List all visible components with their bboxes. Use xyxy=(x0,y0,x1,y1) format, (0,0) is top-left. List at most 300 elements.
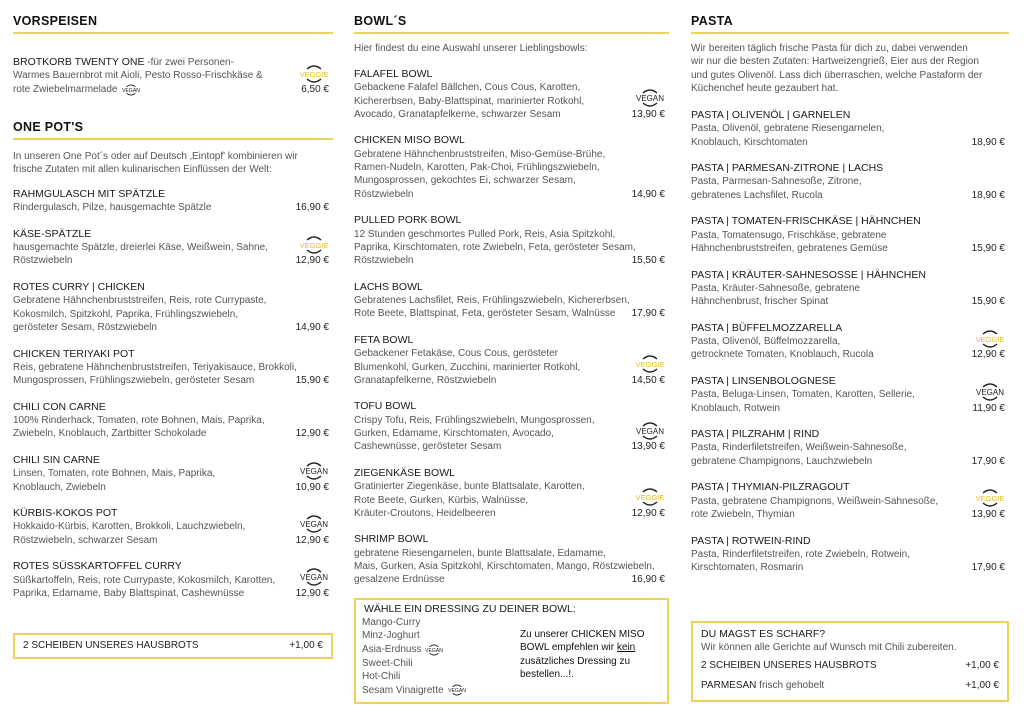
dressing-option-label: Asia-Erdnuss xyxy=(362,643,422,655)
item-description-text: Röstzwiebeln, schwarzer Sesam xyxy=(13,534,158,546)
item-description-line xyxy=(691,136,1009,149)
dressing-option xyxy=(362,657,512,670)
item-title xyxy=(691,322,1009,335)
item-description-line xyxy=(13,361,333,374)
item-description-text: 100% Rinderhack, Tomaten, rote Bohnen, Mais, Paprika, xyxy=(13,415,265,427)
extras-row xyxy=(701,680,999,691)
hausbrot-label: 2 SCHEIBEN UNSERES HAUSBROTS xyxy=(23,640,199,651)
item-description-text: Pasta, Beluga-Linsen, Tomaten, Karotten, Sellerie, xyxy=(691,389,915,401)
item-description-text: Röstzwiebeln xyxy=(354,255,414,267)
item-description-text: Mungosprossen, gekochtes Ei, schwarzer Sesam, xyxy=(354,175,576,187)
svg-text:VEGAN: VEGAN xyxy=(635,426,665,436)
dressing-note-text: Zu unserer CHICKEN MISO BOWL empfehlen wir xyxy=(520,629,645,654)
item-description-text: Gebackener Fetakäse, Cous Cous, gerösteter xyxy=(354,348,558,360)
item-description-text: Knoblauch, Zwiebeln xyxy=(13,481,106,493)
one-pots-intro xyxy=(13,150,333,177)
menu-item xyxy=(13,560,333,600)
item-description-line xyxy=(354,573,669,586)
item-description-text: Mais, Gurken, Asia Spitzkohl, Kirschtomaten, Mango, Röstzwiebeln, xyxy=(354,560,655,572)
item-description-text: 12 Stunden geschmortes Pulled Pork, Reis, Asia Spitzkohl, xyxy=(354,228,616,240)
menu-item xyxy=(13,228,333,268)
item-description-text: Kokosmilch, Spitzkohl, Paprika, Frühlingszwiebeln, xyxy=(13,308,239,320)
item-name: CHICKEN TERIYAKI POT xyxy=(13,347,135,360)
intro-line: Küchenchef heute gezaubert hat. xyxy=(691,82,839,94)
column-left xyxy=(13,0,333,726)
item-description-text: gebratene Riesengarnelen, bunte Blattsalate, Edamame, xyxy=(354,547,606,559)
item-price: 12,90 € xyxy=(295,255,329,267)
item-description-text: Ramen-Nudeln, Karotten, Pak-Choi, Frühlingszwiebeln, xyxy=(354,162,600,174)
item-description-line xyxy=(13,427,333,440)
item-description-line xyxy=(13,83,333,97)
menu-item xyxy=(13,454,333,494)
dressing-note-text-end: zusätzliches Dressing zu bestellen...!. xyxy=(520,655,631,680)
item-description-text: rote Zwiebeln, Thymian xyxy=(691,508,795,520)
menu-item xyxy=(13,401,333,441)
item-description-text: Röstzwiebeln xyxy=(13,255,73,267)
item-title xyxy=(354,281,669,294)
menu-item xyxy=(691,322,1009,362)
item-price: 15,90 € xyxy=(971,296,1005,308)
veggie-badge-icon xyxy=(299,63,329,85)
item-description-text: Blumenkohl, Gurken, Zucchini, marinierter Rotkohl, xyxy=(354,361,581,373)
item-description-text: getrocknete Tomaten, Knoblauch, Rucola xyxy=(691,349,874,361)
item-description-line xyxy=(354,108,669,121)
section-title-pasta: PASTA xyxy=(691,12,1009,34)
item-name: PASTA | ROTWEIN-RIND xyxy=(691,534,811,547)
item-description-text: Rindergulasch, Pilze, hausgemachte Spätzle xyxy=(13,202,212,214)
item-description-line xyxy=(354,188,669,201)
dressing-option-label: Mango-Curry xyxy=(362,617,421,628)
item-description-line xyxy=(354,241,669,254)
item-name: BROTKORB TWENTY ONE xyxy=(13,56,145,68)
item-description-text: Zwiebeln, Knoblauch, Zartbitter Schokolade xyxy=(13,428,207,440)
extras-row-extra: frisch gehobelt xyxy=(756,680,825,691)
item-description-line xyxy=(354,161,669,174)
item-description-text: Gurken, Edamame, Kirschtomaten, Avocado, xyxy=(354,428,554,440)
intro-line: wir nur die besten Zutaten: Hartweizengrieß, Eier aus der Region xyxy=(691,56,979,68)
item-description-text: Gebratenes Lachsfilet, Reis, Frühlingszwiebeln, Kichererbsen, xyxy=(354,295,630,307)
menu-item xyxy=(691,481,1009,521)
item-description-text: gebratenes Lachsfilet, Rucola xyxy=(691,189,823,201)
menu-item xyxy=(691,269,1009,309)
item-description-line xyxy=(13,321,333,334)
svg-text:VEGGIE: VEGGIE xyxy=(299,240,329,250)
veggie-badge-icon xyxy=(975,487,1005,509)
veggie-badge-icon xyxy=(975,328,1005,350)
item-description-text: Pasta, Rinderfiletstreifen, Weißwein-Sahnesoße, xyxy=(691,442,907,454)
item-description-line xyxy=(691,508,1009,521)
item-title xyxy=(354,467,669,480)
item-title xyxy=(13,228,333,241)
item-description-text: Kichererbsen, Baby-Blattspinat, marinierter Rotkohl, xyxy=(354,95,585,107)
item-price: 12,90 € xyxy=(631,507,665,519)
item-name: ROTES CURRY | CHICKEN xyxy=(13,281,145,294)
item-description-text: gebratene Champignons, Lauchzwiebeln xyxy=(691,455,873,467)
item-name: PASTA | OLIVENÖL | GARNELEN xyxy=(691,109,851,121)
item-description-line xyxy=(354,374,669,387)
item-name: PASTA | BÜFFELMOZZARELLA xyxy=(691,321,843,334)
section-title-one-pots: ONE POT'S xyxy=(13,118,333,140)
item-description-text: Linsen, Tomaten, rote Bohnen, Mais, Paprika, xyxy=(13,468,216,480)
item-description-line xyxy=(691,175,1009,188)
menu-item xyxy=(691,375,1009,415)
item-description-line xyxy=(354,507,669,520)
item-price: 15,90 € xyxy=(971,242,1005,254)
item-title xyxy=(354,68,669,81)
item-price: 11,90 € xyxy=(972,402,1005,414)
item-description-line xyxy=(354,494,669,507)
item-title xyxy=(13,454,333,467)
menu-item xyxy=(13,507,333,547)
item-description-line xyxy=(691,122,1009,135)
extras-title: DU MAGST ES SCHARF? xyxy=(701,628,826,640)
item-price: 12,90 € xyxy=(971,349,1005,361)
item-description-line xyxy=(691,348,1009,361)
item-description-line xyxy=(691,335,1009,348)
item-price: 16,90 € xyxy=(631,574,665,586)
item-name: KÄSE-SPÄTZLE xyxy=(13,227,92,240)
item-description-line xyxy=(354,361,669,374)
item-description-line xyxy=(13,574,333,587)
svg-text:VEGGIE: VEGGIE xyxy=(975,494,1005,504)
item-description-text: Knoblauch, Kirschtomaten xyxy=(691,136,808,148)
vegan-badge-icon xyxy=(299,513,329,535)
item-description-line xyxy=(354,254,669,267)
item-name: PASTA | TOMATEN-FRISCHKÄSE | HÄHNCHEN xyxy=(691,215,921,228)
item-description-line xyxy=(354,95,669,108)
item-name: PASTA | LINSENBOLOGNESE xyxy=(691,374,836,387)
item-title xyxy=(354,533,669,546)
item-description-text: Mungosprossen, Frühlingszwiebeln, gerösteter Sesam xyxy=(13,375,255,387)
intro-line: und gutes Olivenöl. Lass dich überraschen, welche Pastaform der xyxy=(691,69,983,81)
item-price: 6,50 € xyxy=(301,84,329,96)
menu-item xyxy=(691,109,1009,149)
extras-subtitle: Wir können alle Gerichte auf Wunsch mit Chili zubereiten. xyxy=(701,642,957,653)
item-name: PASTA | PILZRAHM | RIND xyxy=(691,428,820,441)
item-description-text: Kirschtomaten, Rosmarin xyxy=(691,562,804,574)
item-title xyxy=(691,375,1009,388)
dressing-option xyxy=(362,683,512,697)
vegan-badge-icon xyxy=(299,460,329,482)
menu-item xyxy=(354,533,669,586)
item-description-line xyxy=(13,294,333,307)
item-description-line xyxy=(354,294,669,307)
item-name: FETA BOWL xyxy=(354,333,414,346)
menu-item xyxy=(354,400,669,453)
item-description-line xyxy=(691,441,1009,454)
item-title xyxy=(691,428,1009,441)
vegan-badge-icon xyxy=(424,643,444,657)
vegan-badge-icon xyxy=(447,683,467,697)
item-price: 14,90 € xyxy=(295,321,329,333)
item-description-line xyxy=(691,295,1009,308)
item-description-text: Cashewnüsse, gerösteter Sesam xyxy=(354,441,502,453)
one-pots-list xyxy=(13,188,333,614)
item-description-text: Pasta, Olivenöl, Büffelmozzarella, xyxy=(691,336,841,348)
item-description-text: Reis, gebratene Hähnchenbruststreifen, Teriyakisauce, Brokkoli, xyxy=(13,361,297,373)
svg-text:VEGGIE: VEGGIE xyxy=(975,334,1005,344)
item-description-line xyxy=(691,561,1009,574)
item-price: 13,90 € xyxy=(971,508,1005,520)
veggie-badge-icon xyxy=(635,486,665,508)
item-description-line xyxy=(691,402,1009,415)
svg-text:VEGAN: VEGAN xyxy=(635,94,665,104)
item-description-line xyxy=(691,548,1009,561)
menu-item xyxy=(691,162,1009,202)
item-name: TOFU BOWL xyxy=(354,400,417,413)
dressing-options xyxy=(362,616,512,697)
item-description-line xyxy=(354,81,669,94)
item-name: CHILI SIN CARNE xyxy=(13,453,100,466)
item-description-line xyxy=(354,228,669,241)
item-name: FALAFEL BOWL xyxy=(354,68,433,80)
item-description-line xyxy=(354,560,669,573)
item-title xyxy=(691,535,1009,548)
menu-item xyxy=(354,334,669,387)
svg-text:VEGGIE: VEGGIE xyxy=(635,360,665,370)
extras-row-label: PARMESAN xyxy=(701,680,757,691)
item-description-text: Pasta, Tomatensugo, Frischkäse, gebratene xyxy=(691,229,887,241)
dressing-note xyxy=(520,628,660,681)
item-description-text: Kräuter-Croutons, Heidelbeeren xyxy=(354,507,496,519)
extras-row-label: 2 SCHEIBEN UNSERES HAUSBROTS xyxy=(701,660,877,671)
item-description-line xyxy=(13,201,333,214)
svg-text:VEGAN: VEGAN xyxy=(299,466,329,476)
svg-text:VEGGIE: VEGGIE xyxy=(635,493,665,503)
svg-text:VEGAN: VEGAN xyxy=(121,87,140,94)
item-title xyxy=(354,214,669,227)
svg-text:VEGAN: VEGAN xyxy=(447,688,466,695)
item-title xyxy=(691,269,1009,282)
item-description-text: hausgemachte Spätzle, dreierlei Käse, Weißwein, Sahne, xyxy=(13,242,268,254)
item-title xyxy=(354,400,669,413)
item-title xyxy=(691,162,1009,175)
dressing-option-label: Minz-Joghurt xyxy=(362,630,420,642)
item-description-line xyxy=(691,282,1009,295)
item-name: ZIEGENKÄSE BOWL xyxy=(354,466,455,479)
extras-box xyxy=(691,621,1009,702)
item-description-line xyxy=(691,189,1009,202)
section-title-vorspeisen: VORSPEISEN xyxy=(13,12,333,34)
menu-item xyxy=(354,134,669,200)
item-description-text: Pasta, Rinderfiletstreifen, rote Zwiebeln, Rotwein, xyxy=(691,548,910,560)
extras-row-price: +1,00 € xyxy=(965,660,999,671)
extras-row xyxy=(701,660,999,671)
item-price: 15,50 € xyxy=(631,255,665,267)
item-description-line xyxy=(354,440,669,453)
item-description-text: Avocado, Granatapfelkerne, schwarzer Sesam xyxy=(354,108,561,120)
pasta-intro xyxy=(691,42,1009,95)
item-description-text: Hähnchenbrust, frischer Spinat xyxy=(691,296,829,308)
menu-item xyxy=(691,215,1009,255)
menu-item xyxy=(691,535,1009,575)
item-title xyxy=(13,401,333,414)
item-description-line xyxy=(691,229,1009,242)
menu-item xyxy=(354,214,669,267)
veggie-badge-icon xyxy=(635,353,665,375)
item-title xyxy=(691,215,1009,228)
item-title xyxy=(13,281,333,294)
dressing-note-emphasis: kein xyxy=(616,642,636,654)
item-name: RAHMGULASCH MIT SPÄTZLE xyxy=(13,188,166,200)
item-price: 13,90 € xyxy=(631,108,665,120)
veggie-badge-icon xyxy=(299,234,329,256)
item-price: 16,90 € xyxy=(295,202,329,214)
item-title xyxy=(13,56,333,69)
bowls-intro xyxy=(354,42,669,55)
pasta-list xyxy=(691,109,1009,588)
item-price: 14,90 € xyxy=(631,188,665,200)
item-description-line xyxy=(354,427,669,440)
item-description-line xyxy=(13,241,333,254)
item-price: 17,90 € xyxy=(631,308,665,320)
item-name: PASTA | PARMESAN-ZITRONE | LACHS xyxy=(691,162,884,175)
item-description-text: Rote Beete, Gurken, Kürbis, Walnüsse, xyxy=(354,494,529,506)
item-description-line xyxy=(691,455,1009,468)
dressing-title: WÄHLE EIN DRESSING ZU DEINER BOWL: xyxy=(364,603,576,615)
item-description-line xyxy=(354,174,669,187)
intro-line: In unseren One Pot´s oder auf Deutsch ‚Eintopf' kombinieren wir xyxy=(13,151,298,162)
dressing-option-label: Hot-Chili xyxy=(362,670,401,682)
item-price: 12,90 € xyxy=(295,587,329,599)
item-title xyxy=(691,109,1009,122)
item-description-line xyxy=(13,69,333,82)
column-right xyxy=(691,0,1009,726)
item-description-text: gerösteter Sesam, Röstzwiebeln xyxy=(13,321,157,333)
item-description-line xyxy=(354,480,669,493)
item-name: PULLED PORK BOWL xyxy=(354,214,462,227)
item-description-line xyxy=(13,534,333,547)
item-title xyxy=(354,134,669,147)
svg-text:VEGAN: VEGAN xyxy=(975,387,1005,397)
item-title-suffix: -für zwei Personen- xyxy=(144,57,234,68)
intro-line: frische Zutaten mit allen kulinarischen Einflüssen der Welt: xyxy=(13,164,272,176)
intro-line: Hier findest du eine Auswahl unserer Lieblingsbowls: xyxy=(354,43,588,54)
item-description-text: Pasta, Parmesan-Sahnesoße, Zitrone, xyxy=(691,176,862,188)
item-description-text: Gebackene Falafel Bällchen, Cous Cous, Karotten, xyxy=(354,82,581,94)
menu-item xyxy=(13,348,333,388)
dressing-option xyxy=(362,616,512,629)
item-description-line xyxy=(13,587,333,600)
item-name: KÜRBIS-KOKOS POT xyxy=(13,507,118,520)
item-price: 18,90 € xyxy=(971,136,1005,148)
dressing-option-label: Sweet-Chili xyxy=(362,657,413,669)
item-title xyxy=(691,481,1009,494)
item-description-text: rote Zwiebelmarmelade xyxy=(13,83,118,95)
section-title-bowls: BOWL´S xyxy=(354,12,669,34)
item-description-line xyxy=(13,414,333,427)
dressing-option xyxy=(362,670,512,683)
item-name: PASTA | THYMIAN-PILZRAGOUT xyxy=(691,481,850,494)
item-description-text: Hähnchenbruststreifen, gebratenes Gemüse xyxy=(691,242,888,254)
item-title xyxy=(354,334,669,347)
item-description-line xyxy=(13,254,333,267)
item-price: 15,90 € xyxy=(295,375,329,387)
item-title xyxy=(13,348,333,361)
vegan-badge-icon xyxy=(635,87,665,109)
item-name: ROTES SÜSSKARTOFFEL CURRY xyxy=(13,560,182,573)
item-description-text: Crispy Tofu, Reis, Frühlingszwiebeln, Mungosprossen, xyxy=(354,414,595,426)
svg-text:VEGAN: VEGAN xyxy=(299,573,329,583)
menu-item xyxy=(13,281,333,334)
menu-item xyxy=(13,56,333,97)
menu-item xyxy=(354,68,669,121)
item-price: 13,90 € xyxy=(631,441,665,453)
item-name: CHILI CON CARNE xyxy=(13,400,106,413)
item-description-text: Pasta, Olivenöl, gebratene Riesengarnelen, xyxy=(691,123,885,135)
item-description-line xyxy=(354,414,669,427)
intro-line: Wir bereiten täglich frische Pasta für dich zu, dabei verwenden xyxy=(691,43,968,54)
item-description-text: Süßkartoffeln, Reis, rote Currypaste, Kokosmilch, Karotten, xyxy=(13,574,276,586)
item-description-text: Paprika, Edamame, Baby Blattspinat, Cashewnüsse xyxy=(13,587,245,599)
item-price: 12,90 € xyxy=(295,428,329,440)
item-description-line xyxy=(13,374,333,387)
item-price: 10,90 € xyxy=(295,481,329,493)
menu-item xyxy=(354,281,669,321)
item-description-text: Röstzwiebeln xyxy=(354,188,414,200)
item-description-line xyxy=(13,520,333,533)
item-description-line xyxy=(354,547,669,560)
vegan-badge-icon xyxy=(975,381,1005,403)
vegan-badge-icon xyxy=(121,83,141,97)
item-description-text: Hokkaido-Kürbis, Karotten, Brokkoli, Lauchzwiebeln, xyxy=(13,521,246,533)
dressing-option-label: Sesam Vinaigrette xyxy=(362,684,444,696)
item-description-line xyxy=(13,467,333,480)
item-description-text: Gratinierter Ziegenkäse, bunte Blattsalate, Karotten, xyxy=(354,481,585,493)
item-description-line xyxy=(354,148,669,161)
item-description-text: Pasta, gebratene Champignons, Weißwein-Sahnesoße, xyxy=(691,495,939,507)
item-description-line xyxy=(13,481,333,494)
extras-row-price: +1,00 € xyxy=(965,680,999,691)
item-description-text: Knoblauch, Rotwein xyxy=(691,402,780,414)
item-description-line xyxy=(354,307,669,320)
item-description-line xyxy=(691,242,1009,255)
menu-item xyxy=(691,428,1009,468)
item-title xyxy=(13,188,333,201)
dressing-option xyxy=(362,643,512,657)
item-price: 18,90 € xyxy=(971,189,1005,201)
item-description-text: gesalzene Erdnüsse xyxy=(354,574,445,586)
item-description-text: Granatapfelkerne, Röstzwiebeln xyxy=(354,374,497,386)
item-price: 17,90 € xyxy=(971,455,1005,467)
item-description-line xyxy=(13,308,333,321)
item-description-text: Gebratene Hähnchenbruststreifen, Reis, rote Currypaste, xyxy=(13,295,267,307)
item-description-text: Gebratene Hähnchenbruststreifen, Miso-Gemüse-Brühe, xyxy=(354,148,606,160)
vegan-badge-icon xyxy=(299,566,329,588)
item-name: CHICKEN MISO BOWL xyxy=(354,134,465,147)
item-price: 12,90 € xyxy=(295,534,329,546)
item-name: PASTA | KRÄUTER-SAHNESOSSE | HÄHNCHEN xyxy=(691,268,926,281)
item-title xyxy=(13,507,333,520)
item-name: LACHS BOWL xyxy=(354,280,423,293)
hausbrot-price: +1,00 € xyxy=(289,640,323,651)
item-name: SHRIMP BOWL xyxy=(354,533,429,546)
svg-text:VEGGIE: VEGGIE xyxy=(299,69,329,79)
vorspeisen-list xyxy=(13,56,333,110)
dressing-box xyxy=(354,598,669,704)
menu-item xyxy=(13,188,333,215)
item-title xyxy=(13,560,333,573)
dressing-option xyxy=(362,629,512,642)
item-description-line xyxy=(691,495,1009,508)
hausbrot-box xyxy=(13,633,333,659)
bowls-list xyxy=(354,68,669,600)
item-description-text: Pasta, Kräuter-Sahnesoße, gebratene xyxy=(691,282,860,294)
item-price: 17,90 € xyxy=(971,562,1005,574)
vegan-badge-icon xyxy=(635,420,665,442)
item-description-text: Warmes Bauernbrot mit Aioli, Pesto Rosso-Frischkäse & xyxy=(13,70,263,82)
svg-text:VEGAN: VEGAN xyxy=(299,520,329,530)
